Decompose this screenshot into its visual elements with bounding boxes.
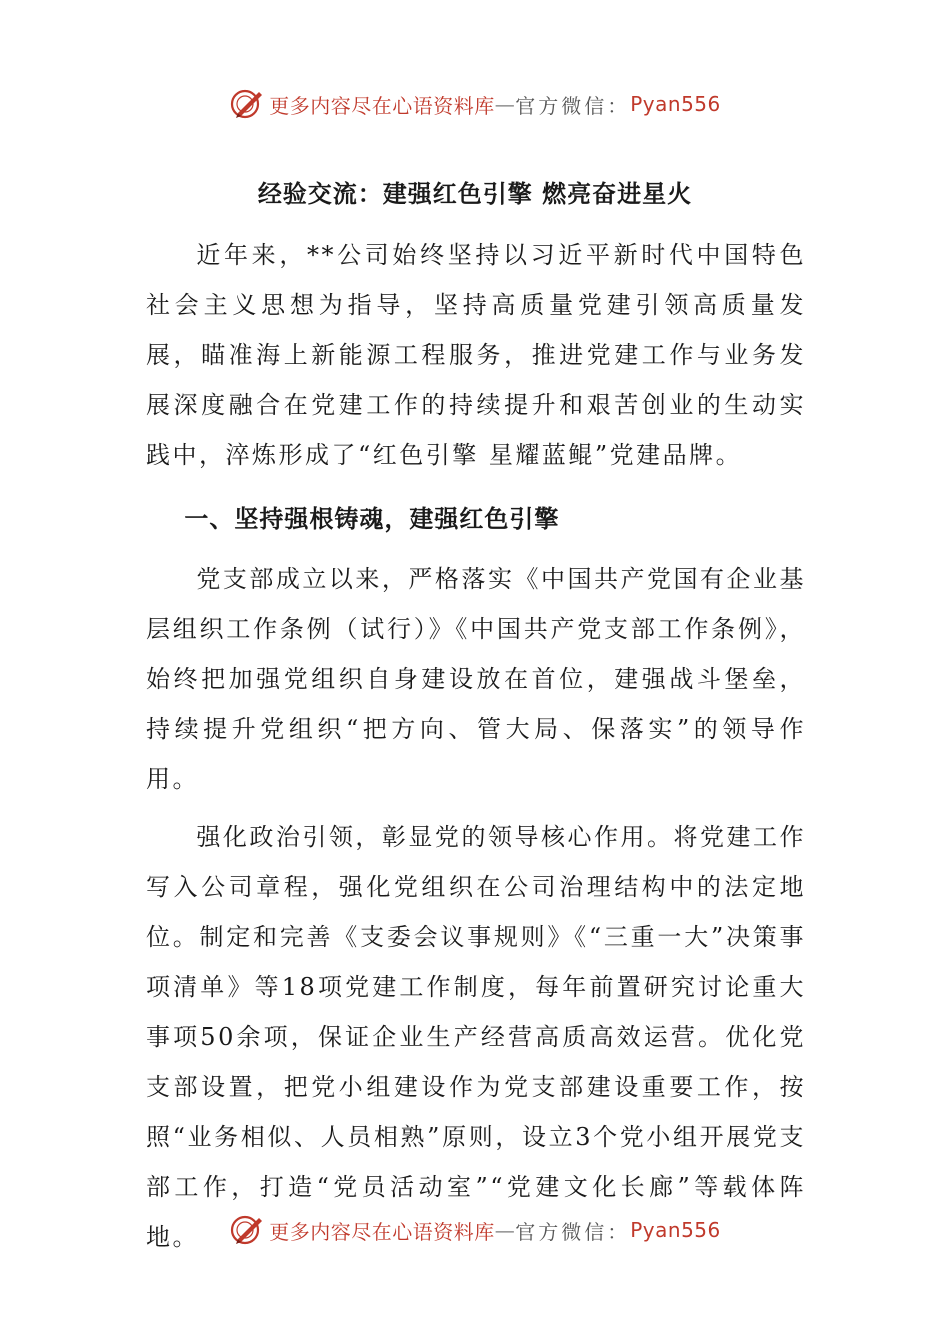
watermark-official-label: 官方微信：	[515, 93, 631, 118]
watermark-wechat-id: Pyan556	[630, 92, 721, 116]
watermark-dash: —	[494, 92, 516, 116]
document-title: 经验交流：建强红色引擎 燃亮奋进星火	[257, 180, 693, 208]
intro-paragraph: 近年来，**公司始终坚持以习近平新时代中国特色社会主义思想为指导，坚持高质量党建引领高质量发展，瞄准海上新能源工程服务，推进党建工作与业务发展深度融合在党建工作的持续提升和艰苦创业的生动实践中，淬炼形成了“红色引擎 星耀蓝鲲”党建品牌。	[146, 241, 806, 469]
watermark-official-label: 官方微信：	[515, 1219, 631, 1244]
document-body	[146, 230, 806, 1262]
section-1-paragraph-2: 强化政治引领，彰显党的领导核心作用。将党建工作写入公司章程，强化党组织在公司治理结构中的法定地位。制定和完善《支委会议事规则》《“三重一大”决策事项清单》等18项党建工作制度，每年前置研究讨论重大事项50余项，保证企业生产经营高质高效运营。优化党支部设置，把党小组建设作为党支部建设重要工作，按照“业务相似、人员相熟”原则，设立3个党小组开展党支部工作，打造“党员活动室”“党建文化长廊”等载体阵地。	[146, 823, 806, 1251]
watermark-wechat-id: Pyan556	[630, 1218, 721, 1242]
pen-logo-icon	[229, 1212, 265, 1248]
section-1-heading: 一、坚持强根铸魂，建强红色引擎	[184, 505, 560, 533]
watermark-main-text: 更多内容尽在心语资料库	[269, 93, 495, 118]
pen-logo-icon	[229, 86, 265, 122]
watermark-main-text: 更多内容尽在心语资料库	[269, 1219, 495, 1244]
section-1-paragraph-1: 党支部成立以来，严格落实《中国共产党国有企业基层组织工作条例（试行）》《中国共产党支部工作条例》，始终把加强党组织自身建设放在首位，建强战斗堡垒，持续提升党组织“把方向、管大局、保落实”的领导作用。	[146, 565, 806, 793]
watermark-dash: —	[494, 1218, 516, 1242]
header-watermark	[0, 84, 950, 124]
footer-watermark	[0, 1210, 950, 1250]
